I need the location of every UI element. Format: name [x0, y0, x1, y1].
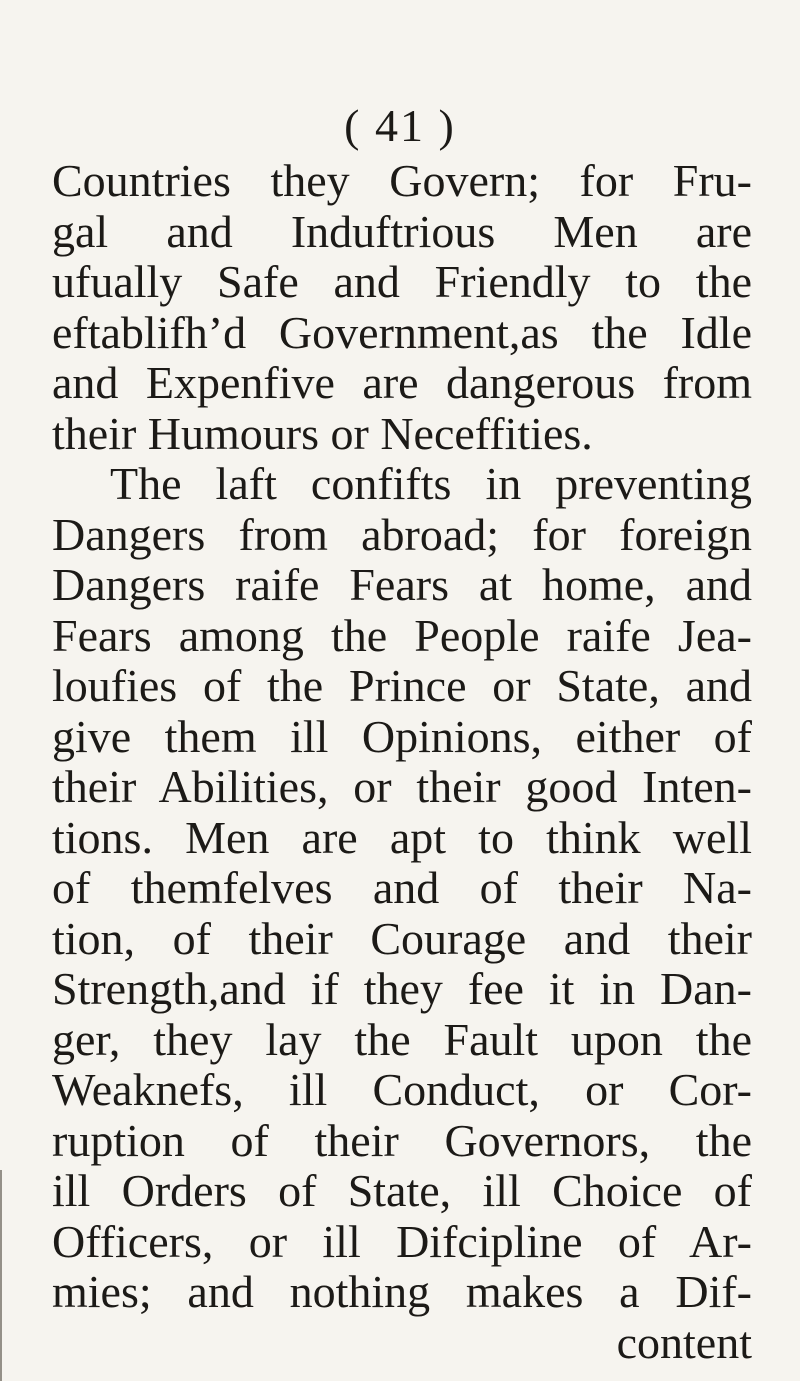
- page-edge-shadow: [0, 1170, 2, 1381]
- text-line: Weaknefs, ill Conduct, or Cor-: [52, 1064, 752, 1115]
- text-line: and Expenfive are dangerous from: [52, 357, 752, 408]
- page-number: ( 41 ): [344, 100, 456, 151]
- text-line: give them ill Opinions, either of: [52, 710, 752, 762]
- catchword: content: [616, 1316, 752, 1368]
- text-line: loufies of the Prince or State, and: [52, 660, 752, 711]
- text-line: Countries they Govern; for Fru-: [52, 155, 752, 206]
- body-text: [52, 156, 752, 1368]
- text-line: of themfelves and of their Na-: [52, 862, 752, 913]
- text-line: eftablifh’d Government,as the Idle: [52, 306, 752, 358]
- text-line: ruption of their Governors, the: [52, 1114, 752, 1166]
- text-line: mies; and nothing makes a Dif-: [52, 1266, 752, 1317]
- text-line: tions. Men are apt to think well: [52, 811, 752, 863]
- text-line: Fears among the People raife Jea-: [52, 609, 752, 661]
- text-line: Officers, or ill Difcipline of Ar-: [52, 1215, 752, 1267]
- text-line: their Abilities, or their good Inten-: [52, 761, 752, 812]
- text-line: Strength,and if they fee it in Dan-: [52, 963, 752, 1014]
- text-line: The laft confifts in preventing: [110, 458, 752, 509]
- text-line: Dangers raife Fears at home, and: [52, 559, 752, 610]
- text-line: tion, of their Courage and their: [52, 912, 752, 964]
- text-line: their Humours or Neceffities.: [52, 407, 593, 459]
- text-line: ger, they lay the Fault upon the: [52, 1013, 752, 1065]
- text-line: Dangers from abroad; for foreign: [52, 508, 752, 560]
- text-line: gal and Induftrious Men are: [52, 205, 752, 257]
- text-line: ill Orders of State, ill Choice of: [52, 1165, 752, 1216]
- text-line: ufually Safe and Friendly to the: [52, 256, 752, 307]
